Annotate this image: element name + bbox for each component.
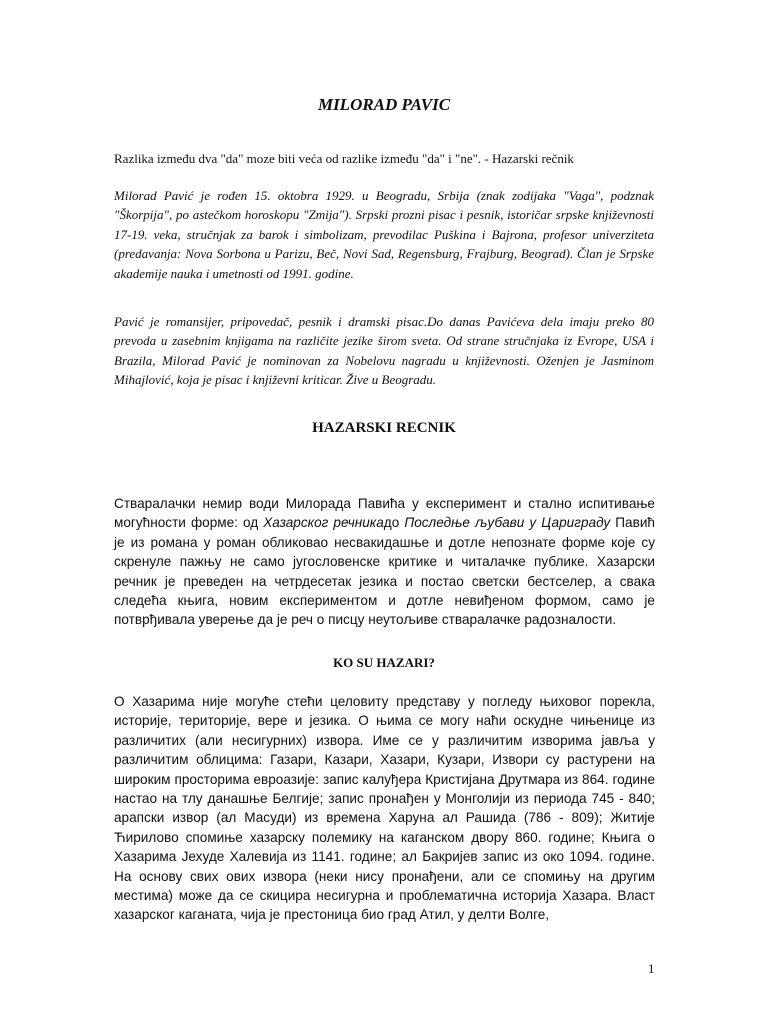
cyr-text-c: до: [383, 515, 405, 531]
bio-paragraph-2: Pavić je romansijer, pripovedač, pesnik i dramski pisac.Do danas Pavićeva dela imaju preko 80 prevoda u zasebnim knjigama na različite jezike širom sveta. Od strane stručnjaka iz Evrope, USA i Brazila, Milorad Pavić je nominovan za Nobelovu nagradu u književnosti. Oženjen je Jasminom Mihajlović, koja je pisac i književni kriticar. Žive u Beogradu.: [114, 314, 654, 388]
bio-paragraph-1: Milorad Pavić je rođen 15. oktobra 1929. u Beogradu, Srbija (znak zodijaka "Vaga", podznak "Škorpija", po astečkom horoskopu "Zmija"). Srpski prozni pisac i pesnik, istoričar srpske književnosti 17-19. veka, stručnjak za barok i simbolizam, prevodilac Puškina i Bajrona, profesor univerziteta (predavanja: Nova Sorbona u Parizu, Beč, Novi Sad, Regensburg, Frajburg, Beograd). Član je Srpske akademije nauka i umetnosti od 1991. godine.: [114, 188, 654, 281]
cyr-text-a: Стваралачки немир води Милорада Павића у експеримент и стално испитивање могућности форме: од: [114, 496, 655, 531]
book-title-poslednja-ljubav: Последње љубави у Цариграду: [404, 515, 611, 531]
page-number: 1: [648, 961, 655, 976]
heading-hazarski-recnik: HAZARSKI RECNIK: [312, 420, 456, 436]
cyrillic-paragraph-1: [114, 494, 655, 630]
cyrillic-paragraph-2: О Хазарима није могуће стећи целовиту представу у погледу њиховог порекла, историје, територије, вере и језика. О њима се могу наћи оскудне чињенице из различитих (али несигурних) извора. Име се у различитим изворима јавља у различитим облицима: Газари, Казари, Хазари, Кузари, Извори су растурени на широким просторима евроазије: запис калуђера Кристијана Друтмара из 864. године настао на тлу данашње Белгије; запис пронађен у Монголији из периода 745 - 840; арапски извор (ал Масуди) из времена Харуна ал Рашида (786 - 809); Житије Ћирилово спомиње хазарску полемику на каганском двору 860. године; Књига о Хазарима Јехуде Халевија из 1141. године; ал Бакријев запис из око 1094. године. На основу свих ових извора (неки нису пронађени, али се спомињу на другим местима) може да се скицира несигурна и проблематична историја Хазара. Власт хазарског каганата, чија је престоница био град Атил, у делти Волге,: [114, 694, 655, 923]
cyr-text-e: Павић је из романа у роман обликовао несвакидашње и дотле непознате форме које су скренуле пажњу не само југословенске критике и читалачке публике. Хазарски речник је преведен на четрдесетак језика и постао светски бестселер, а свака следећа књига, новим експериментом и дотле невиђеном формом, само је потврђивала уверење да је реч о писцу неутољиве стваралачке радозналости.: [114, 515, 655, 628]
document-title: MILORAD PAVIC: [317, 95, 451, 114]
book-title-hazarski-recnik: Хазарског речника: [263, 515, 384, 531]
heading-ko-su-hazari: KO SU HAZARI?: [333, 655, 435, 670]
quote-paragraph: Razlika između dva "da" moze biti veća od razlike između "da" i "ne". - Hazarski rečnik: [114, 151, 574, 166]
